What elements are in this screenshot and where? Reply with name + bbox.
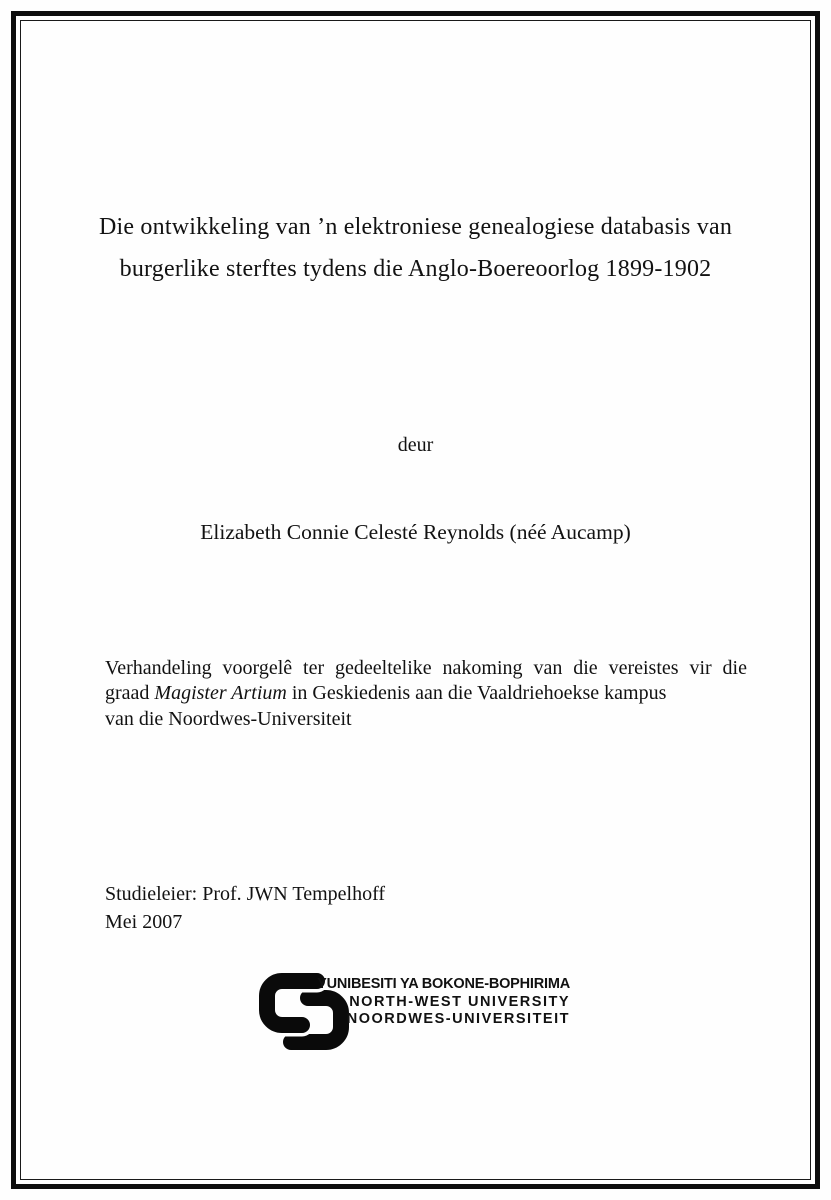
title-line-1: Die ontwikkeling van ’n elektroniese genealogiese databasis van [98, 214, 733, 240]
author-name: Elizabeth Connie Celesté Reynolds (néé Aucamp) [200, 520, 631, 544]
degree-name-italic: Magister Artium [154, 682, 287, 705]
thesis-title [45, 206, 786, 290]
byline: deur [397, 434, 434, 456]
university-logo [257, 969, 570, 1053]
degree-statement [105, 656, 747, 732]
logo-name-afrikaans: NOORDWES-UNIVERSITEIT [346, 1011, 570, 1027]
statement-line-2-suffix: in Geskiedenis aan die Vaaldriehoekse kampus [286, 682, 667, 705]
date-line: Mei 2007 [105, 910, 183, 933]
logo-name-english: NORTH-WEST UNIVERSITY [349, 993, 570, 1010]
university-logo-text [317, 976, 570, 1029]
supervisor-line: Studieleier: Prof. JWN Tempelhoff [105, 883, 386, 905]
statement-line-1: Verhandeling voorgelê ter gedeeltelike nakoming van die vereistes vir die [105, 657, 747, 679]
statement-line-3: van die Noordwes-Universiteit [105, 707, 352, 730]
supervisor-block [105, 881, 385, 936]
logo-name-setswana: YUNIBESITI YA BOKONE-BOPHIRIMA [317, 976, 570, 992]
title-line-2: burgerlike sterftes tydens die Anglo-Boereoorlog 1899-1902 [119, 256, 712, 282]
statement-line-2 [105, 681, 747, 706]
statement-line-2-prefix: graad [105, 682, 155, 705]
